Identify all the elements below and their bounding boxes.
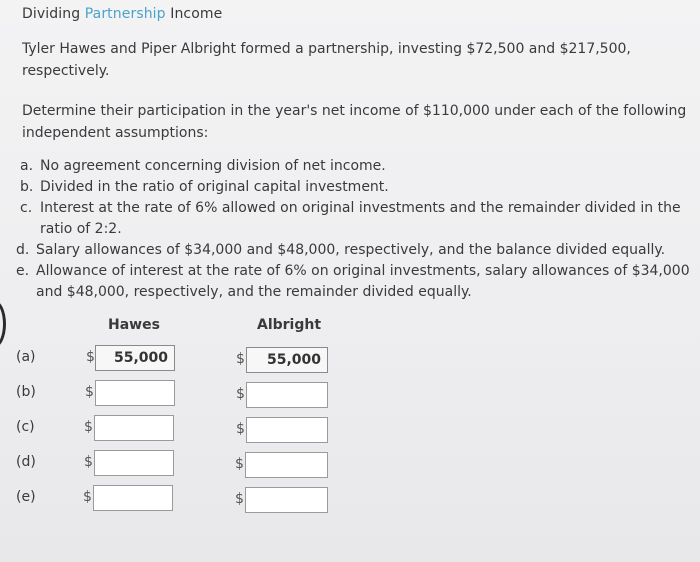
row-label-e: (e) (16, 489, 36, 505)
assumption-e (0, 261, 691, 303)
currency-symbol: $ (84, 419, 93, 435)
assumption-text: Interest at the rate of 6% allowed on original investments and the remainder divided in the ratio of 2:2. (40, 200, 681, 237)
hawes-answer-d[interactable] (94, 450, 174, 476)
assumption-letter: a. (20, 158, 34, 174)
currency-symbol: $ (236, 351, 245, 367)
assumption-text: No agreement concerning division of net income. (40, 158, 386, 174)
hawes-answer-b[interactable] (95, 380, 175, 406)
albright-answer-d[interactable] (245, 452, 328, 478)
albright-answer-b[interactable] (246, 382, 328, 408)
assumption-d (0, 240, 691, 261)
intro-text: Tyler Hawes and Piper Albright formed a partnership, investing $72,500 and $217,500, respectively. (22, 41, 631, 79)
row-label-b: (b) (16, 384, 36, 400)
hawes-answer-e[interactable] (93, 485, 173, 511)
currency-symbol: $ (235, 456, 244, 472)
column-header-hawes: Hawes (108, 317, 160, 333)
albright-answer-c[interactable] (246, 417, 328, 443)
currency-symbol: $ (83, 489, 92, 505)
page-title (22, 6, 222, 22)
row-label-d: (d) (16, 454, 36, 470)
question-text: Determine their participation in the year's net income of $110,000 under each of the following independent assumptions: (22, 103, 687, 141)
assumptions-list (0, 156, 695, 303)
currency-symbol: $ (86, 349, 95, 365)
assumption-letter: e. (16, 263, 30, 279)
title-suffix: Income (165, 6, 223, 22)
albright-answer-e[interactable] (245, 487, 328, 513)
assumption-letter: d. (16, 242, 30, 258)
title-prefix: Dividing (22, 6, 85, 22)
assumption-letter: c. (20, 200, 33, 216)
assumption-b (0, 177, 695, 198)
title-link[interactable]: Partnership (84, 6, 166, 22)
assumption-text: Divided in the ratio of original capital investment. (40, 179, 389, 195)
assumption-text: Salary allowances of $34,000 and $48,000, respectively, and the balance divided equally. (36, 242, 666, 258)
currency-symbol: $ (84, 454, 93, 470)
currency-symbol: $ (235, 491, 244, 507)
assumption-letter: b. (20, 179, 34, 195)
screen-edge-arc (0, 300, 6, 348)
hawes-answer-c[interactable] (94, 415, 174, 441)
row-label-c: (c) (16, 419, 35, 435)
albright-answer-a[interactable]: 55,000 (246, 347, 328, 373)
currency-symbol: $ (85, 384, 94, 400)
column-header-albright: Albright (257, 317, 322, 333)
assumption-a (0, 156, 695, 177)
currency-symbol: $ (236, 386, 245, 402)
currency-symbol: $ (236, 421, 245, 437)
row-label-a: (a) (16, 349, 36, 365)
assumption-c (0, 198, 695, 240)
assumption-text: Allowance of interest at the rate of 6% on original investments, salary allowances of $34,000 and $48,000, respectively, and the remainder divided equally. (36, 263, 690, 300)
hawes-answer-a[interactable]: 55,000 (95, 345, 175, 371)
